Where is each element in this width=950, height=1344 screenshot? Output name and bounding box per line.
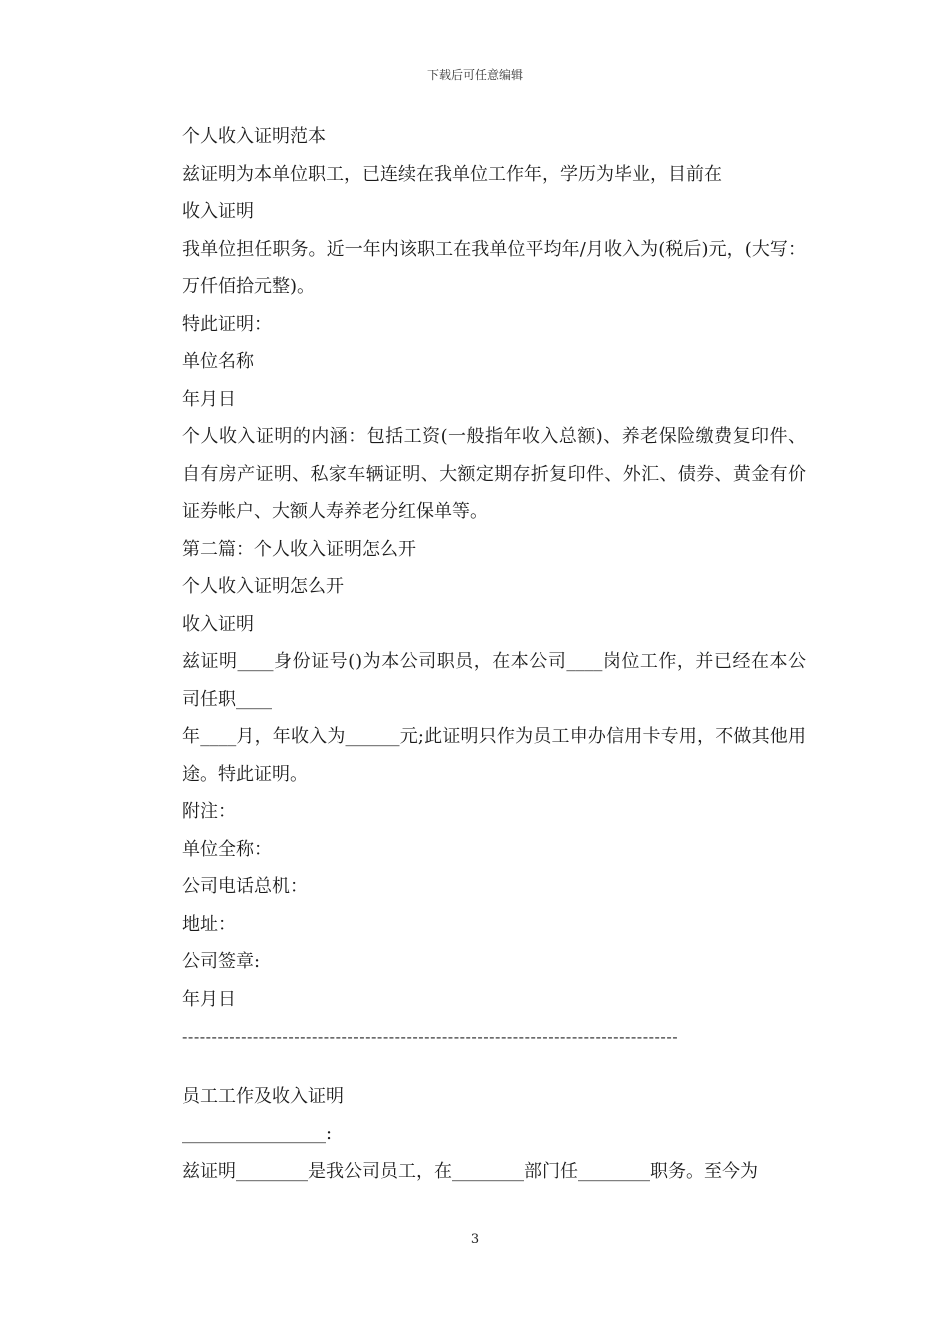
page-number: 3 [470, 1232, 480, 1247]
field-label: 公司签章: [182, 951, 261, 972]
separator-line: ------------------------------------------------------------------------------------ [182, 1027, 679, 1046]
paragraph: 兹证明____身份证号()为本公司职员，在本公司____岗位工作，并已经在本公司任职____ [182, 651, 806, 710]
document-body [146, 118, 806, 1190]
field-label: 公司电话总机： [182, 876, 308, 897]
paragraph: 年____月，年收入为______元;此证明只作为员工申办信用卡专用，不做其他用途。特此证明。 [182, 726, 806, 785]
paragraph: 特此证明： [182, 313, 272, 335]
addressee-line: ________________: [182, 1123, 333, 1144]
signature-date: 年月日 [182, 988, 236, 1010]
paragraph: 附注： [182, 801, 236, 822]
doc-title: 个人收入证明范本 [182, 126, 326, 147]
section-heading: 个人收入证明怎么开 [182, 576, 344, 597]
signature-unit-name: 单位名称 [182, 351, 254, 372]
signature-date: 年月日 [182, 388, 236, 410]
paragraph: 个人收入证明的内涵：包括工资(一般指年收入总额)、养老保险缴费复印件、自有房产证明、私家车辆证明、大额定期存折复印件、外汇、债券、黄金有价证券帐户、大额人寿养老分红保单等。 [182, 426, 806, 522]
spacer [146, 1056, 806, 1078]
section-heading: 收入证明 [182, 201, 254, 222]
section-heading: 收入证明 [182, 613, 254, 635]
section-heading: 第二篇：个人收入证明怎么开 [182, 538, 416, 560]
section-heading: 员工工作及收入证明 [182, 1085, 344, 1107]
paragraph: 兹证明________是我公司员工，在________部门任________职务。至今为 [182, 1160, 758, 1182]
paragraph: 兹证明为本单位职工，已连续在我单位工作年，学历为毕业，目前在 [182, 163, 722, 185]
page-header: 下载后可任意编辑 [426, 68, 523, 82]
field-label: 单位全称： [182, 838, 272, 860]
paragraph: 我单位担任职务。近一年内该职工在我单位平均年/月收入为(税后)元，(大写：万仟佰拾元整)。 [182, 238, 806, 297]
field-label: 地址： [182, 913, 236, 935]
